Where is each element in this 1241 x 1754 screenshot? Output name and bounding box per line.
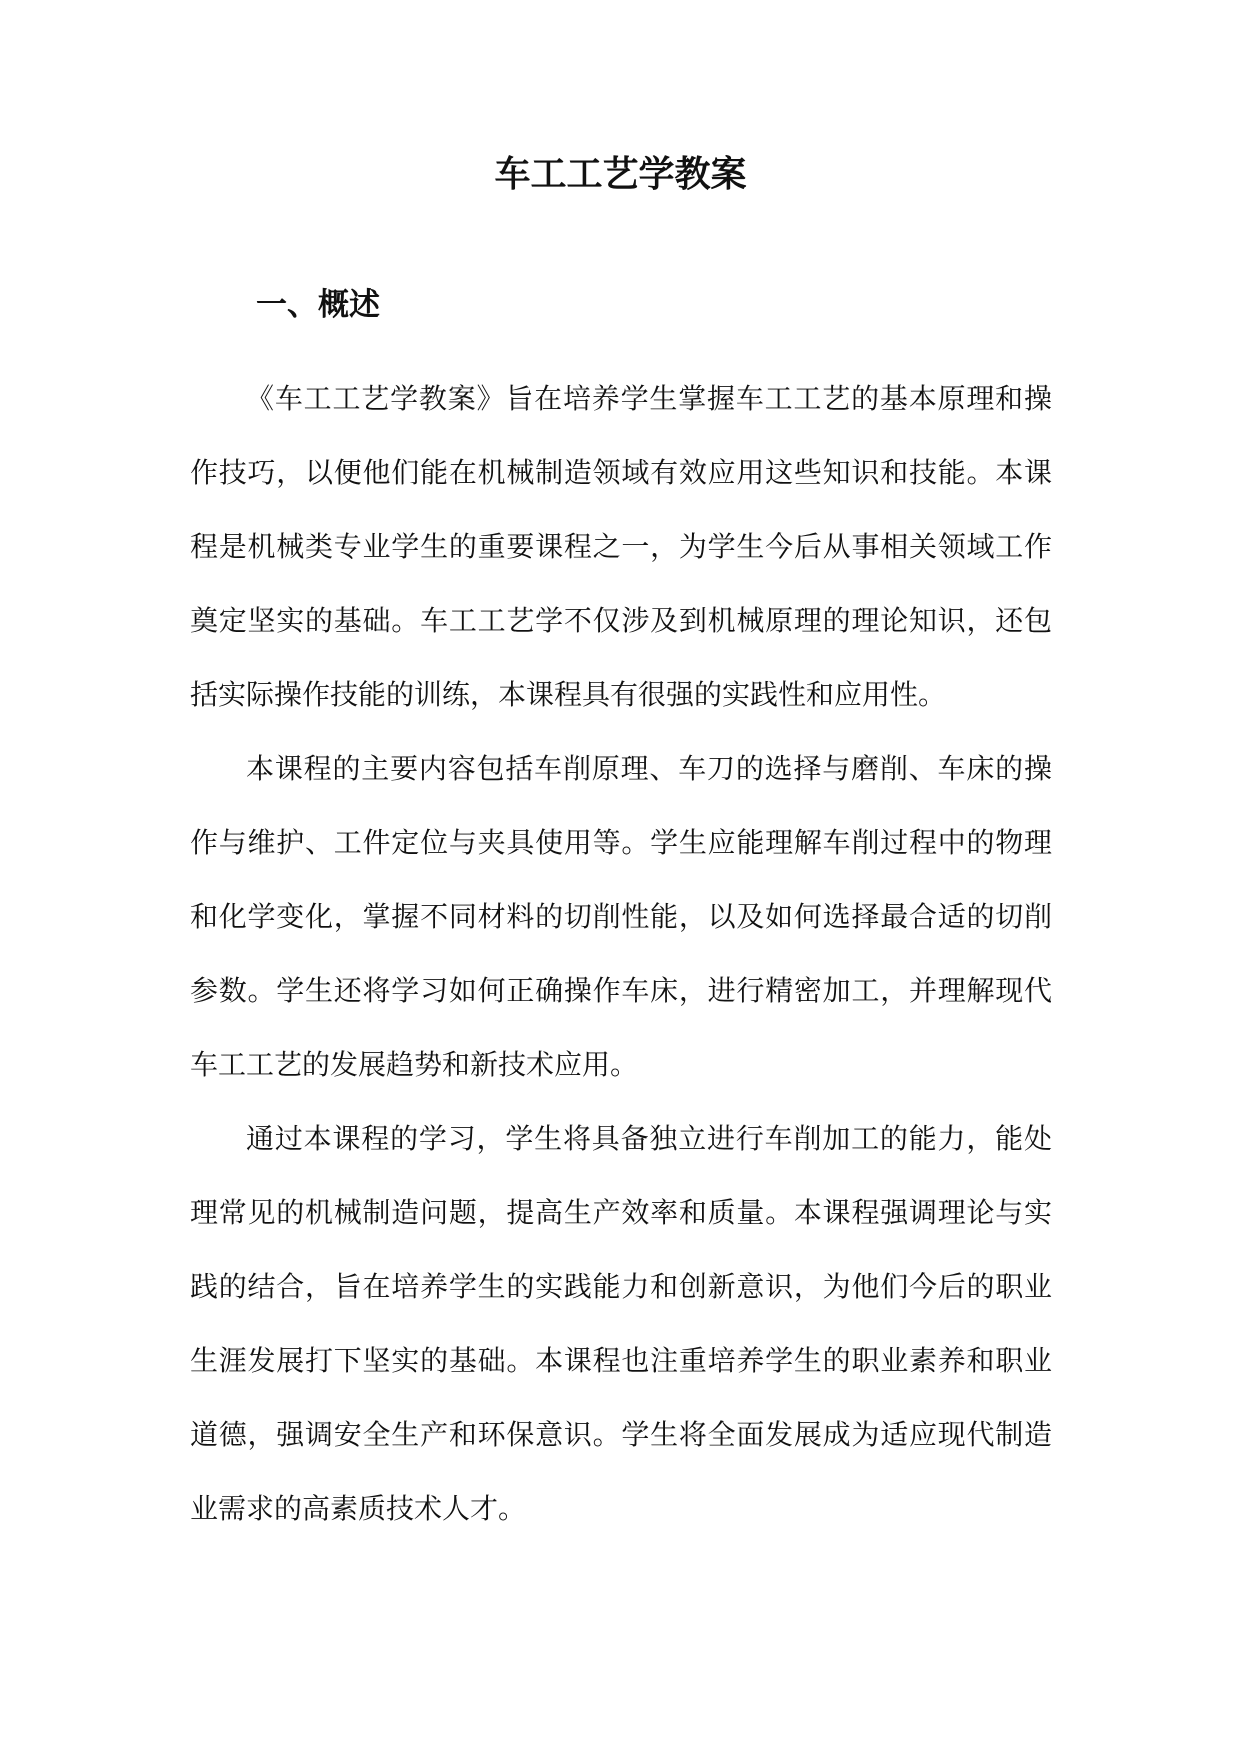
document-title: 车工工艺学教案 [494, 154, 747, 195]
section-body [190, 362, 1052, 1546]
paragraph-3: 通过本课程的学习，学生将具备独立进行车削加工的能力，能处理常见的机械制造问题，提高生产效率和质量。本课程强调理论与实践的结合，旨在培养学生的实践能力和创新意识，为他们今后的职业生涯发展打下坚实的基础。本课程也注重培养学生的职业素养和职业道德，强调安全生产和环保意识。学生将全面发展成为适应现代制造业需求的高素质技术人才。 [190, 1122, 1052, 1525]
section-heading-overview: 一、概述 [256, 287, 380, 323]
paragraph-2: 本课程的主要内容包括车削原理、车刀的选择与磨削、车床的操作与维护、工件定位与夹具使用等。学生应能理解车削过程中的物理和化学变化，掌握不同材料的切削性能，以及如何选择最合适的切削参数。学生还将学习如何正确操作车床，进行精密加工，并理解现代车工工艺的发展趋势和新技术应用。 [190, 752, 1052, 1081]
paragraph-1: 《车工工艺学教案》旨在培养学生掌握车工工艺的基本原理和操作技巧，以便他们能在机械制造领域有效应用这些知识和技能。本课程是机械类专业学生的重要课程之一，为学生今后从事相关领域工作奠定坚实的基础。车工工艺学不仅涉及到机械原理的理论知识，还包括实际操作技能的训练，本课程具有很强的实践性和应用性。 [190, 382, 1052, 711]
